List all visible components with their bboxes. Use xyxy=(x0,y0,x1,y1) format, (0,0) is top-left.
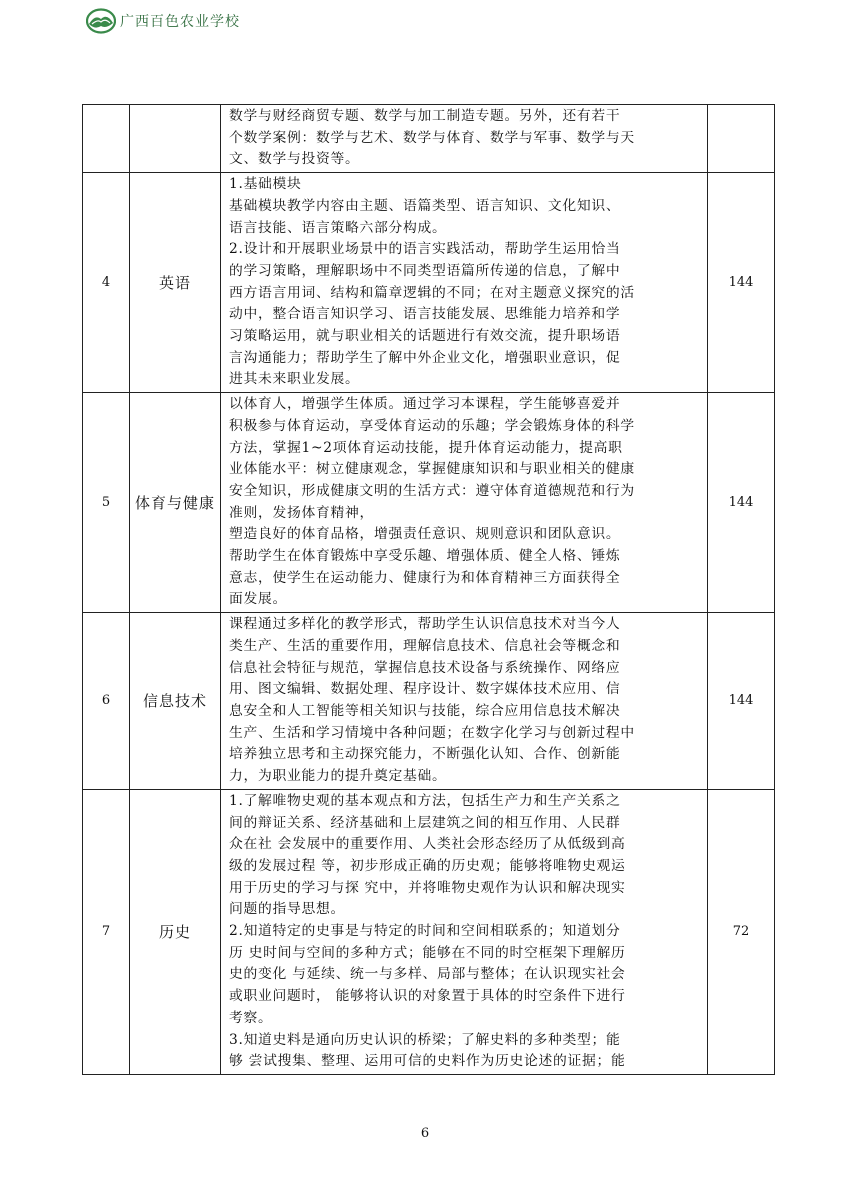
description-line: 3.知道史料是通向历史认识的桥梁；了解史料的多种类型；能 xyxy=(229,1031,621,1048)
description-line: 面发展。 xyxy=(229,591,287,608)
description-line: 安全知识，形成健康文明的生活方式：遵守体育道德规范和行为 xyxy=(229,482,635,499)
course-name: 英语 xyxy=(130,173,221,393)
page-header xyxy=(86,6,240,36)
description-line: 进其未来职业发展。 xyxy=(229,371,360,388)
course-hours: 144 xyxy=(708,393,775,613)
course-hours: 72 xyxy=(708,789,775,1074)
course-hours: 144 xyxy=(708,613,775,790)
description-line: 息安全和人工智能等相关知识与技能，综合应用信息技术解决 xyxy=(229,702,621,719)
description-line: 文、数学与投资等。 xyxy=(229,151,360,168)
description-line: 用于历史的学习与探 究中，并将唯物史观作为认识和解决现实 xyxy=(229,879,626,896)
description-line: 课程通过多样化的教学形式，帮助学生认识信息技术对当今人 xyxy=(229,616,621,633)
description-line: 1.基础模块 xyxy=(229,176,302,193)
course-hours xyxy=(708,105,775,173)
course-name: 历史 xyxy=(130,789,221,1074)
description-line: 个数学案例：数学与艺术、数学与体育、数学与军事、数学与天 xyxy=(229,129,635,146)
course-description-cell xyxy=(221,613,708,790)
course-number: 5 xyxy=(83,393,130,613)
description-line: 史的变化 与延续、统一与多样、局部与整体；在认识现实社会 xyxy=(229,966,626,983)
course-number: 4 xyxy=(83,173,130,393)
course-description-cell xyxy=(221,789,708,1074)
description-line: 塑造良好的体育品格，增强责任意识、规则意识和团队意识。 xyxy=(229,526,621,543)
course-number: 7 xyxy=(83,789,130,1074)
description-line: 以体育人，增强学生体质。通过学习本课程，学生能够喜爱并 xyxy=(229,396,621,413)
description-line: 历 史时间与空间的多种方式；能够在不同的时空框架下理解历 xyxy=(229,944,626,961)
description-line: 习策略运用，就与职业相关的话题进行有效交流，提升职场语 xyxy=(229,328,621,345)
description-line: 考察。 xyxy=(229,1009,273,1026)
description-line: 的学习策略，理解职场中不同类型语篇所传递的信息，了解中 xyxy=(229,262,621,279)
course-hours: 144 xyxy=(708,173,775,393)
description-line: 数学与财经商贸专题、数学与加工制造专题。另外，还有若干 xyxy=(229,108,621,124)
description-line: 方法，掌握1~2项体育运动技能，提升体育运动能力，提高职 xyxy=(229,439,623,456)
table-row xyxy=(83,105,775,173)
description-line: 生产、生活和学习情境中各种问题；在数字化学习与创新过程中 xyxy=(229,724,635,741)
table-row xyxy=(83,173,775,393)
curriculum-table xyxy=(82,104,775,1075)
description-line: 业体能水平：树立健康观念，掌握健康知识和与职业相关的健康 xyxy=(229,461,635,478)
school-logo-icon xyxy=(86,8,116,34)
school-name: 广西百色农业学校 xyxy=(120,14,240,30)
table-row xyxy=(83,613,775,790)
description-line: 西方语言用词、结构和篇章逻辑的不同；在对主题意义探究的活 xyxy=(229,284,635,301)
description-line: 用、图文编辑、数据处理、程序设计、数字媒体技术应用、信 xyxy=(229,681,621,698)
description-line: 2.设计和开展职业场景中的语言实践活动，帮助学生运用恰当 xyxy=(229,241,621,258)
description-line: 动中，整合语言知识学习、语言技能发展、思维能力培养和学 xyxy=(229,306,621,323)
description-line: 积极参与体育运动，享受体育运动的乐趣；学会锻炼身体的科学 xyxy=(229,417,635,434)
description-line: 级的发展过程 等，初步形成正确的历史观；能够将唯物史观运 xyxy=(229,857,626,874)
course-description-cell xyxy=(221,393,708,613)
description-line: 众在社 会发展中的重要作用、人类社会形态经历了从低级到高 xyxy=(229,836,626,853)
description-line: 2.知道特定的史事是与特定的时间和空间相联系的；知道划分 xyxy=(229,923,621,940)
course-number xyxy=(83,105,130,173)
description-line: 培养独立思考和主动探究能力，不断强化认知、合作、创新能 xyxy=(229,746,621,763)
description-line: 类生产、生活的重要作用，理解信息技术、信息社会等概念和 xyxy=(229,637,621,654)
table-row xyxy=(83,393,775,613)
description-line: 基础模块教学内容由主题、语篇类型、语言知识、文化知识、 xyxy=(229,197,621,214)
course-name xyxy=(130,105,221,173)
course-description-cell xyxy=(221,105,708,173)
description-line: 问题的指导思想。 xyxy=(229,901,345,918)
course-description-cell xyxy=(221,173,708,393)
description-line: 1.了解唯物史观的基本观点和方法，包括生产力和生产关系之 xyxy=(229,792,621,809)
description-line: 力，为职业能力的提升奠定基础。 xyxy=(229,768,447,785)
description-line: 准则，发扬体育精神， xyxy=(229,504,374,521)
description-line: 帮助学生在体育锻炼中享受乐趣、增强体质、健全人格、锤炼 xyxy=(229,548,621,565)
page-number: 6 xyxy=(420,1126,430,1141)
description-line: 信息社会特征与规范，掌握信息技术设备与系统操作、网络应 xyxy=(229,659,621,676)
table-row xyxy=(83,789,775,1074)
description-line: 意志，使学生在运动能力、健康行为和体育精神三方面获得全 xyxy=(229,569,621,586)
course-name: 体育与健康 xyxy=(130,393,221,613)
description-line: 言沟通能力；帮助学生了解中外企业文化，增强职业意识，促 xyxy=(229,349,621,366)
description-line: 或职业问题时， 能够将认识的对象置于具体的时空条件下进行 xyxy=(229,988,626,1005)
description-line: 够 尝试搜集、整理、运用可信的史料作为历史论述的证据；能 xyxy=(229,1053,626,1070)
description-line: 间的辩证关系、经济基础和上层建筑之间的相互作用、人民群 xyxy=(229,814,621,831)
course-number: 6 xyxy=(83,613,130,790)
description-line: 语言技能、语言策略六部分构成。 xyxy=(229,219,447,236)
course-name: 信息技术 xyxy=(130,613,221,790)
